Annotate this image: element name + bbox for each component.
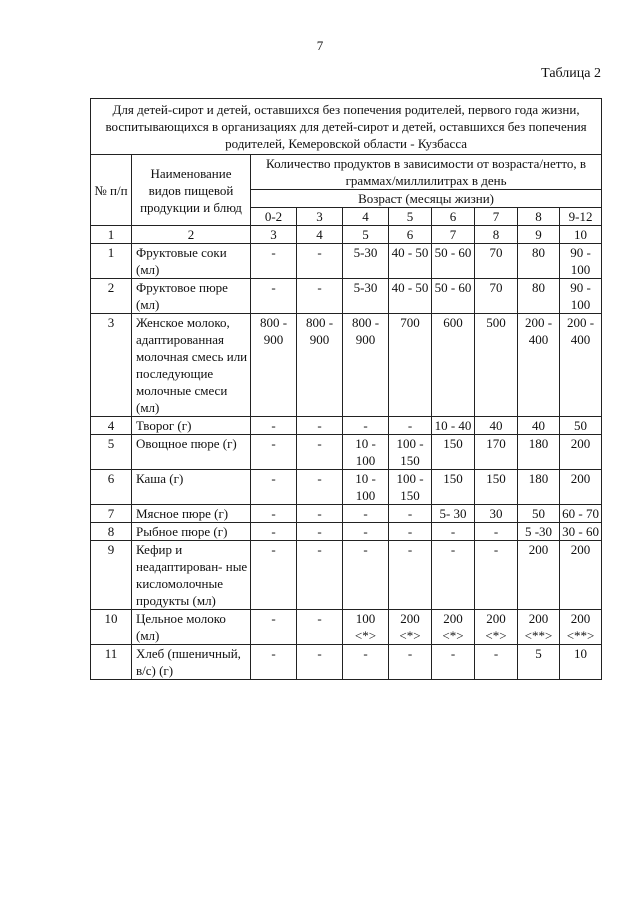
- quantity-cell: -: [251, 417, 297, 435]
- row-number: 1: [91, 244, 132, 279]
- quantity-cell: -: [343, 505, 389, 523]
- quantity-cell: 50: [560, 417, 602, 435]
- quantity-cell: -: [297, 470, 343, 505]
- quantity-cell: 10 - 100: [343, 435, 389, 470]
- quantity-cell: 700: [389, 314, 432, 417]
- table-row: [91, 279, 602, 314]
- quantity-cell: 800 - 900: [297, 314, 343, 417]
- quantity-cell: 10: [560, 645, 602, 680]
- product-name: Женское молоко, адаптированная молочная смесь или последующие молочные смеси (мл): [132, 314, 251, 417]
- column-number: 3: [251, 226, 297, 244]
- product-name: Фруктовые соки (мл): [132, 244, 251, 279]
- header-age: Возраст (месяцы жизни): [251, 190, 602, 208]
- quantity-cell: 800 - 900: [251, 314, 297, 417]
- quantity-cell: 40: [518, 417, 560, 435]
- row-number: 9: [91, 541, 132, 610]
- quantity-cell: 5 -30: [518, 523, 560, 541]
- quantity-cell: -: [297, 417, 343, 435]
- quantity-cell: -: [389, 541, 432, 610]
- row-number: 6: [91, 470, 132, 505]
- quantity-cell: 5- 30: [432, 505, 475, 523]
- quantity-cell: -: [251, 470, 297, 505]
- quantity-cell: 90 - 100: [560, 244, 602, 279]
- quantity-cell: 200 <**>: [518, 610, 560, 645]
- quantity-cell: 600: [432, 314, 475, 417]
- quantity-cell: 80: [518, 244, 560, 279]
- age-group-header: 3: [297, 208, 343, 226]
- quantity-cell: -: [251, 244, 297, 279]
- quantity-cell: -: [432, 541, 475, 610]
- age-group-header: 8: [518, 208, 560, 226]
- quantity-cell: -: [297, 610, 343, 645]
- quantity-cell: -: [297, 645, 343, 680]
- quantity-cell: -: [389, 417, 432, 435]
- quantity-cell: 200: [560, 435, 602, 470]
- quantity-cell: 150: [475, 470, 518, 505]
- quantity-cell: 200: [560, 541, 602, 610]
- age-group-header: 4: [343, 208, 389, 226]
- quantity-cell: 200 <**>: [560, 610, 602, 645]
- quantity-cell: -: [475, 645, 518, 680]
- quantity-cell: -: [343, 541, 389, 610]
- age-group-header: 7: [475, 208, 518, 226]
- column-number: 1: [91, 226, 132, 244]
- row-number: 2: [91, 279, 132, 314]
- quantity-cell: -: [251, 435, 297, 470]
- table-label: Таблица 2: [541, 66, 601, 81]
- table-row: [91, 435, 602, 470]
- quantity-cell: 30 - 60: [560, 523, 602, 541]
- quantity-cell: 200 <*>: [389, 610, 432, 645]
- quantity-cell: -: [297, 523, 343, 541]
- quantity-cell: 70: [475, 244, 518, 279]
- quantity-cell: 100 - 150: [389, 470, 432, 505]
- row-number: 11: [91, 645, 132, 680]
- quantity-cell: 200: [518, 541, 560, 610]
- header-quantity: Количество продуктов в зависимости от возраста/нетто, в граммах/миллилитрах в день: [251, 155, 602, 190]
- quantity-cell: 50: [518, 505, 560, 523]
- quantity-cell: -: [343, 645, 389, 680]
- quantity-cell: -: [251, 541, 297, 610]
- table-row: [91, 314, 602, 417]
- product-name: Фруктовое пюре (мл): [132, 279, 251, 314]
- row-number: 10: [91, 610, 132, 645]
- age-group-header: 9-12: [560, 208, 602, 226]
- quantity-cell: 180: [518, 435, 560, 470]
- column-number: 8: [475, 226, 518, 244]
- quantity-cell: -: [251, 279, 297, 314]
- quantity-cell: -: [389, 505, 432, 523]
- quantity-cell: 10 - 100: [343, 470, 389, 505]
- product-name: Мясное пюре (г): [132, 505, 251, 523]
- page-number: 7: [316, 38, 324, 53]
- quantity-cell: 5: [518, 645, 560, 680]
- quantity-cell: -: [297, 505, 343, 523]
- column-number: 10: [560, 226, 602, 244]
- product-name: Рыбное пюре (г): [132, 523, 251, 541]
- quantity-cell: 500: [475, 314, 518, 417]
- quantity-cell: 200: [560, 470, 602, 505]
- row-number: 5: [91, 435, 132, 470]
- table-caption: Для детей-сирот и детей, оставшихся без попечения родителей, первого года жизни, воспитывающихся в организациях для детей-сирот и детей, оставшихся без попечения родителей, Кемеровской области - Кузбасса: [91, 99, 602, 155]
- quantity-cell: 5-30: [343, 244, 389, 279]
- header-number: № п/п: [91, 155, 132, 226]
- quantity-cell: 70: [475, 279, 518, 314]
- quantity-cell: 200 <*>: [432, 610, 475, 645]
- row-number: 3: [91, 314, 132, 417]
- header-product-name: Наименование видов пищевой продукции и блюд: [132, 155, 251, 226]
- quantity-cell: 200 - 400: [560, 314, 602, 417]
- quantity-cell: -: [389, 523, 432, 541]
- quantity-cell: 60 - 70: [560, 505, 602, 523]
- quantity-cell: 80: [518, 279, 560, 314]
- quantity-cell: -: [297, 435, 343, 470]
- column-number: 2: [132, 226, 251, 244]
- age-group-header: 6: [432, 208, 475, 226]
- quantity-cell: 90 - 100: [560, 279, 602, 314]
- quantity-cell: -: [475, 523, 518, 541]
- quantity-cell: -: [297, 244, 343, 279]
- quantity-cell: -: [343, 523, 389, 541]
- product-name: Хлеб (пшеничный, в/с) (г): [132, 645, 251, 680]
- quantity-cell: 150: [432, 435, 475, 470]
- quantity-cell: 200 - 400: [518, 314, 560, 417]
- table-row: [91, 505, 602, 523]
- product-name: Овощное пюре (г): [132, 435, 251, 470]
- quantity-cell: 50 - 60: [432, 279, 475, 314]
- column-number: 6: [389, 226, 432, 244]
- quantity-cell: 180: [518, 470, 560, 505]
- quantity-cell: -: [343, 417, 389, 435]
- product-name: Каша (г): [132, 470, 251, 505]
- table-row: [91, 610, 602, 645]
- row-number: 4: [91, 417, 132, 435]
- column-number: 4: [297, 226, 343, 244]
- table-row: [91, 417, 602, 435]
- quantity-cell: -: [389, 645, 432, 680]
- product-name: Творог (г): [132, 417, 251, 435]
- table-row: [91, 244, 602, 279]
- quantity-cell: 40: [475, 417, 518, 435]
- column-numbers-row: [91, 226, 602, 244]
- age-group-header: 0-2: [251, 208, 297, 226]
- quantity-cell: 170: [475, 435, 518, 470]
- quantity-cell: -: [297, 279, 343, 314]
- column-number: 5: [343, 226, 389, 244]
- quantity-cell: 5-30: [343, 279, 389, 314]
- quantity-cell: -: [251, 523, 297, 541]
- nutrition-table: [90, 98, 602, 680]
- quantity-cell: -: [251, 610, 297, 645]
- quantity-cell: 40 - 50: [389, 279, 432, 314]
- quantity-cell: -: [297, 541, 343, 610]
- quantity-cell: 40 - 50: [389, 244, 432, 279]
- quantity-cell: 50 - 60: [432, 244, 475, 279]
- quantity-cell: -: [251, 645, 297, 680]
- column-number: 9: [518, 226, 560, 244]
- quantity-cell: -: [432, 523, 475, 541]
- table-row: [91, 541, 602, 610]
- quantity-cell: 100 - 150: [389, 435, 432, 470]
- table-row: [91, 523, 602, 541]
- quantity-cell: -: [432, 645, 475, 680]
- quantity-cell: 200 <*>: [475, 610, 518, 645]
- quantity-cell: 150: [432, 470, 475, 505]
- table-row: [91, 645, 602, 680]
- quantity-cell: 100 <*>: [343, 610, 389, 645]
- quantity-cell: 30: [475, 505, 518, 523]
- row-number: 8: [91, 523, 132, 541]
- age-group-header: 5: [389, 208, 432, 226]
- table-row: [91, 470, 602, 505]
- quantity-cell: -: [251, 505, 297, 523]
- quantity-cell: 10 - 40: [432, 417, 475, 435]
- row-number: 7: [91, 505, 132, 523]
- product-name: Кефир и неадаптирован- ные кисломолочные продукты (мл): [132, 541, 251, 610]
- quantity-cell: 800 - 900: [343, 314, 389, 417]
- quantity-cell: -: [475, 541, 518, 610]
- product-name: Цельное молоко (мл): [132, 610, 251, 645]
- column-number: 7: [432, 226, 475, 244]
